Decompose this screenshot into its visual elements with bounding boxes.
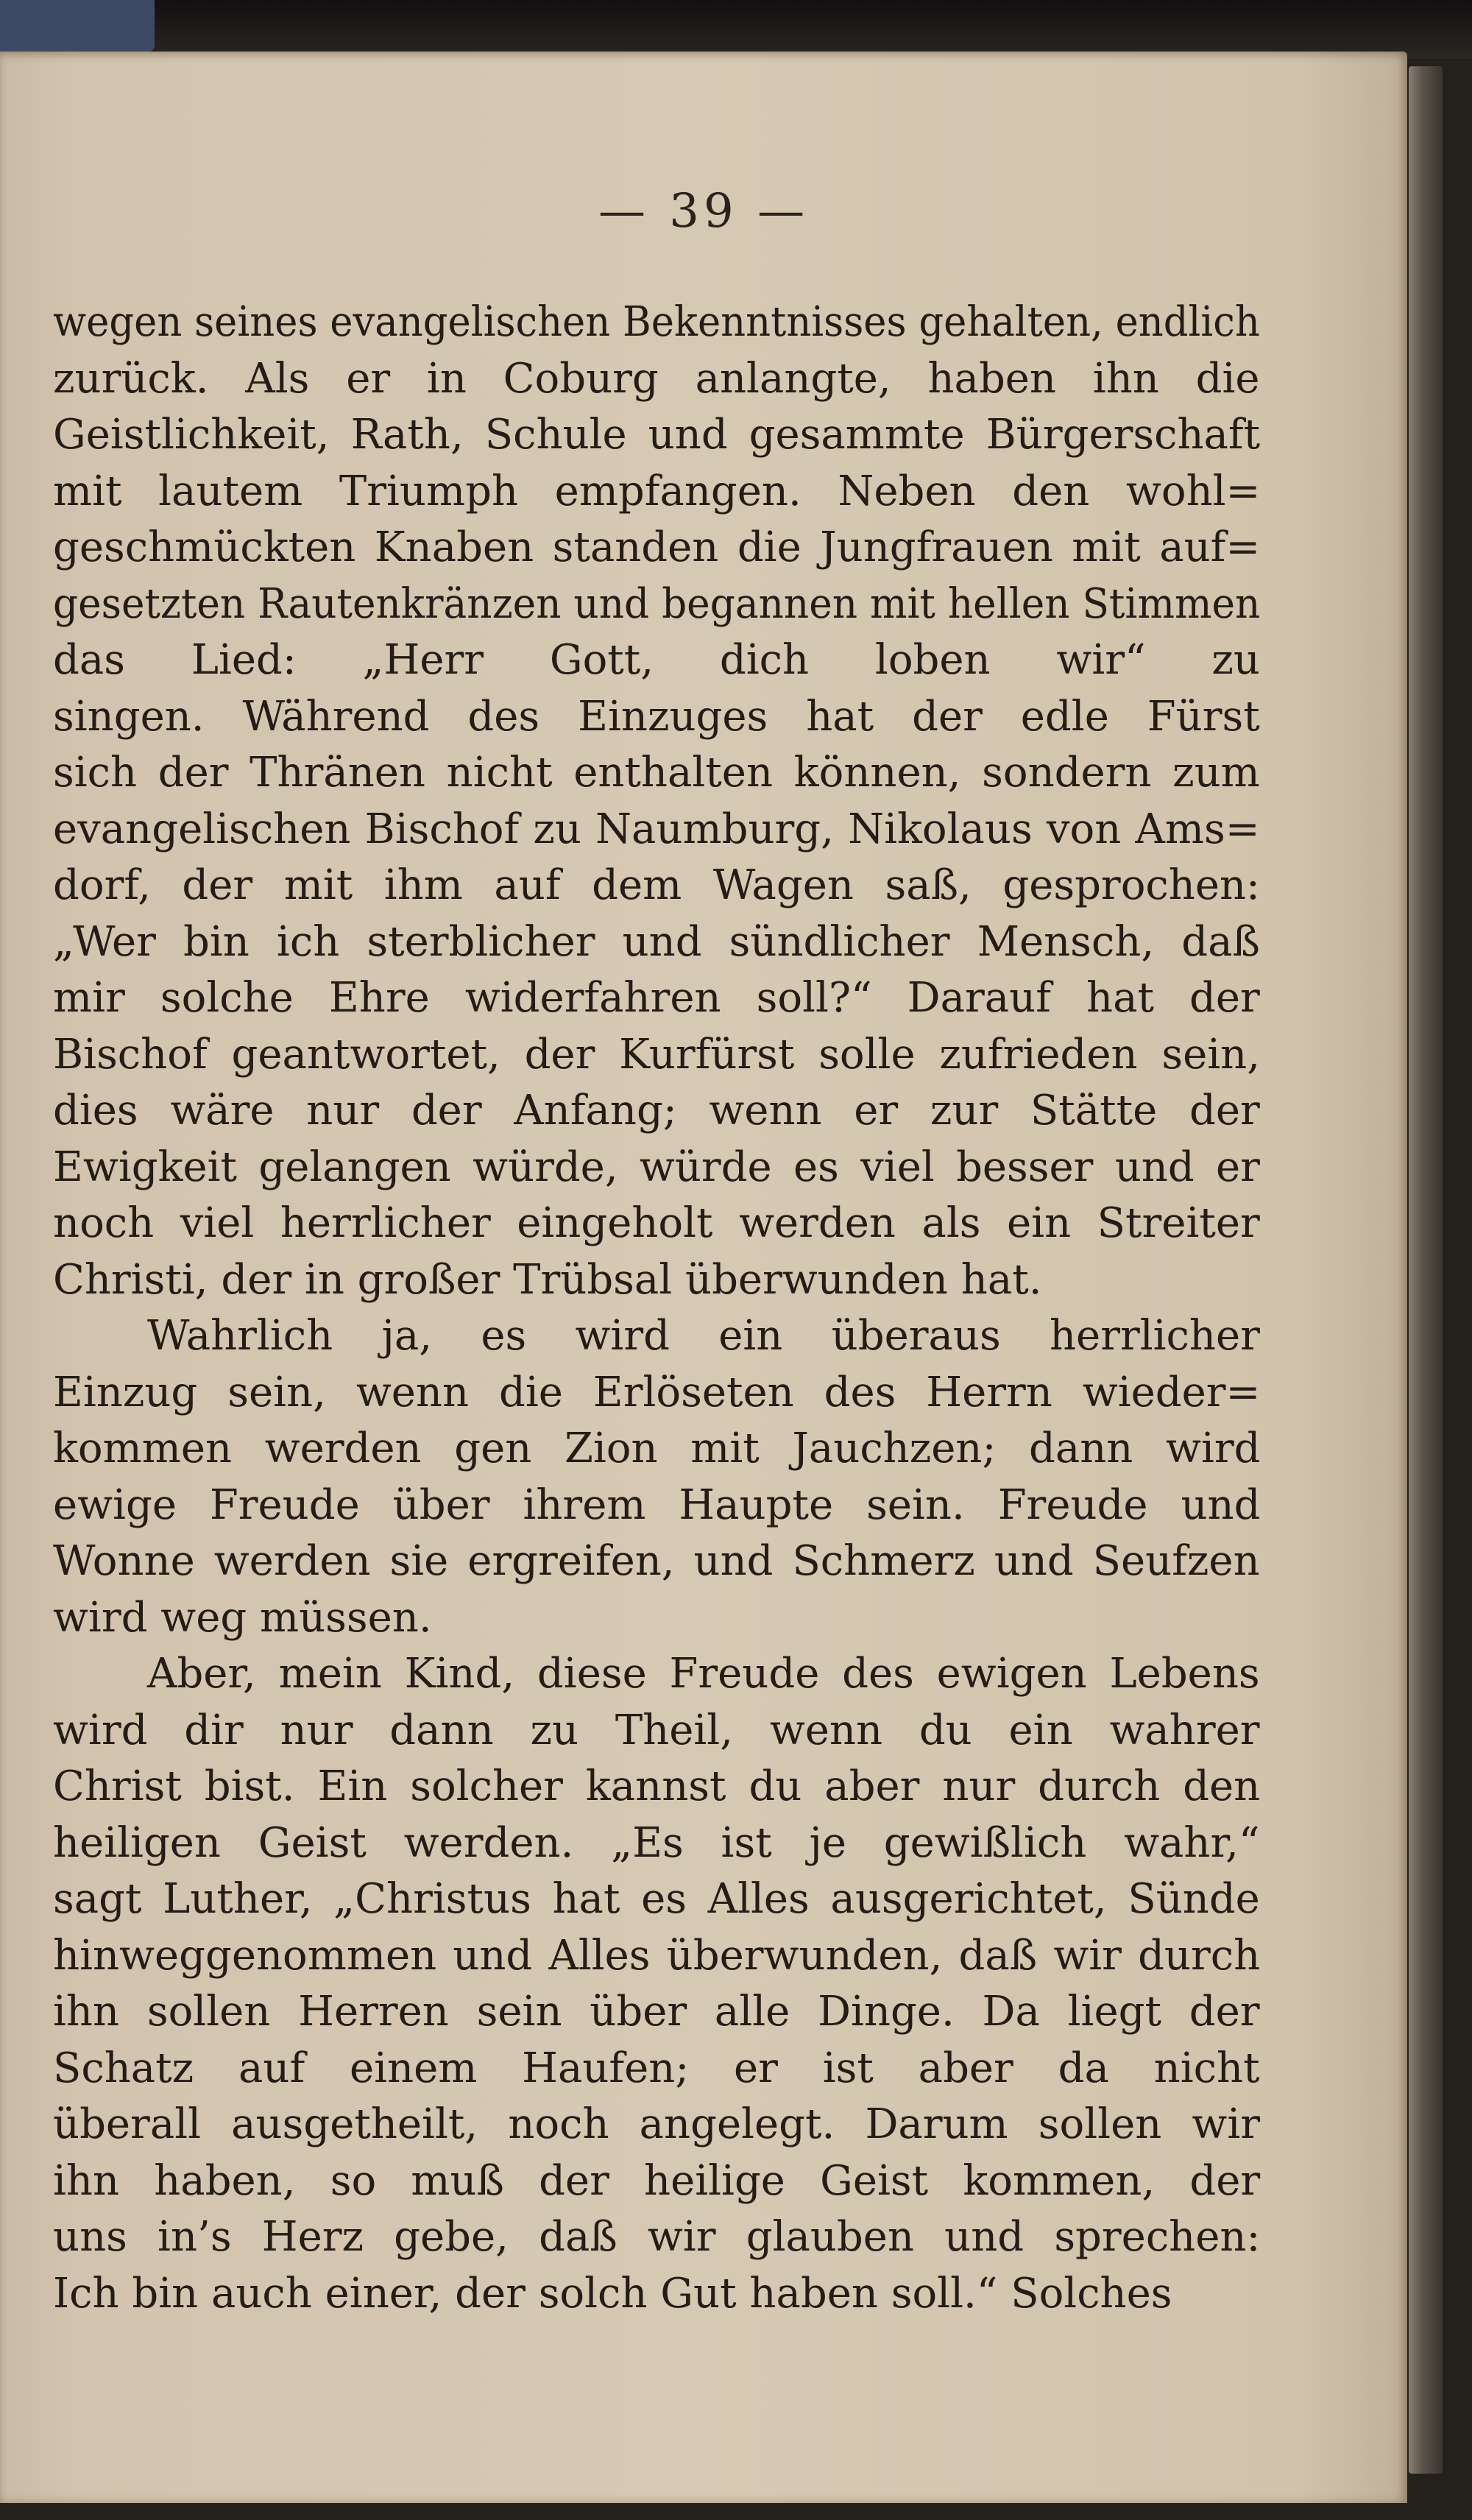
line-text: geschmückten Knaben standen die Jungfrauen mit auf= — [53, 523, 1261, 571]
top-shadow — [0, 0, 1472, 59]
text-line — [53, 1815, 1260, 1872]
text-line — [53, 1140, 1260, 1196]
text-line — [53, 745, 1260, 802]
line-text: Aber, mein Kind, diese Freude des ewigen Lebens — [147, 1650, 1260, 1698]
text-line — [53, 1365, 1260, 1422]
line-text: heiligen Geist werden. „Es ist je gewißlich wahr,“ — [53, 1818, 1260, 1867]
line-text: ihn sollen Herren sein über alle Dinge. Da liegt der — [53, 1988, 1260, 2036]
text-line — [53, 1196, 1260, 1252]
line-text: dies wäre nur der Anfang; wenn er zur Stätte der — [53, 1087, 1260, 1134]
line-text: hinweggenommen und Alles überwunden, daß wir durch — [53, 1931, 1261, 1980]
book-page — [0, 52, 1407, 2503]
text-line — [53, 1027, 1260, 1084]
text-line — [53, 970, 1260, 1027]
body-text — [53, 294, 1260, 2322]
text-line — [53, 1308, 1260, 1365]
line-text: dorf, der mit ihm auf dem Wagen saß, gesprochen: — [53, 861, 1260, 909]
line-text: sagt Luther, „Christus hat es Alles ausgerichtet, Sünde — [53, 1875, 1260, 1923]
line-text: Ich bin auch einer, der solch Gut haben soll.“ Solches — [53, 2269, 1172, 2318]
text-line — [53, 689, 1260, 746]
line-text: Wonne werden sie ergreifen, und Schmerz und Seufzen — [53, 1537, 1260, 1585]
line-text: ewige Freude über ihrem Haupte sein. Freude und — [53, 1480, 1261, 1529]
text-line — [53, 1421, 1260, 1478]
text-line — [53, 1928, 1260, 1985]
text-line — [53, 407, 1260, 464]
text-line — [53, 2153, 1260, 2210]
text-line — [53, 520, 1260, 576]
text-line — [53, 1759, 1260, 1815]
line-text: das Lied: „Herr Gott, dich loben wir“ zu — [53, 636, 1260, 684]
line-text: Bischof geantwortet, der Kurfürst solle zufrieden sein, — [53, 1030, 1261, 1079]
text-line — [53, 1533, 1260, 1590]
line-text: wird weg müssen. — [53, 1593, 432, 1642]
text-line — [53, 576, 1260, 633]
text-line — [53, 858, 1260, 914]
text-line — [53, 1646, 1260, 1703]
text-line — [53, 632, 1260, 689]
line-text: wegen seines evangelischen Bekenntnisses gehalten, endlich — [53, 298, 1260, 346]
line-text: Schatz auf einem Haufen; er ist aber da nicht — [53, 2044, 1260, 2092]
line-text: mir solche Ehre widerfahren soll?“ Darauf hat der — [53, 974, 1260, 1022]
text-line — [53, 464, 1260, 520]
book-page-edges — [1409, 66, 1443, 2474]
line-text: Christ bist. Ein solcher kannst du aber nur durch den — [53, 1762, 1261, 1810]
line-text: sich der Thränen nicht enthalten können, sondern zum — [53, 749, 1260, 797]
text-line — [53, 1703, 1260, 1760]
text-line — [53, 351, 1260, 408]
text-line — [53, 1252, 1260, 1309]
text-line — [53, 2041, 1260, 2097]
page-number: — 39 — — [598, 184, 810, 239]
line-text: Ewigkeit gelangen würde, würde es viel besser und er — [53, 1143, 1260, 1191]
line-text: Einzug sein, wenn die Erlöseten des Herrn wieder= — [53, 1368, 1261, 1416]
text-line — [53, 1984, 1260, 2041]
line-text: „Wer bin ich sterblicher und sündlicher Mensch, daß — [53, 917, 1260, 966]
line-text: Wahrlich ja, es wird ein überaus herrlicher — [147, 1312, 1260, 1360]
line-text: kommen werden gen Zion mit Jauchzen; dann wird — [53, 1425, 1261, 1472]
text-line — [53, 1478, 1260, 1534]
text-line — [53, 802, 1260, 858]
line-text: singen. Während des Einzuges hat der edle Fürst — [53, 692, 1260, 741]
line-text: Geistlichkeit, Rath, Schule und gesammte Bürgerschaft — [53, 411, 1261, 459]
text-line — [53, 294, 1260, 351]
text-line — [53, 914, 1260, 971]
line-text: ihn haben, so muß der heilige Geist kommen, der — [53, 2156, 1261, 2205]
line-text: Christi, der in großer Trübsal überwunden hat. — [53, 1255, 1042, 1304]
text-line — [53, 2266, 1260, 2323]
text-line — [53, 1871, 1260, 1928]
blue-cover-corner — [0, 0, 155, 52]
line-text: evangelischen Bischof zu Naumburg, Nikolaus von Ams= — [53, 805, 1260, 853]
text-line — [53, 2097, 1260, 2153]
text-line — [53, 2209, 1260, 2266]
text-line — [53, 1590, 1260, 1647]
line-text: wird dir nur dann zu Theil, wenn du ein wahrer — [53, 1706, 1260, 1754]
line-text: uns in’s Herz gebe, daß wir glauben und sprechen: — [53, 2213, 1261, 2261]
line-text: überall ausgetheilt, noch angelegt. Darum sollen wir — [53, 2100, 1261, 2148]
line-text: gesetzten Rautenkränzen und begannen mit hellen Stimmen — [53, 579, 1261, 628]
line-text: mit lautem Triumph empfangen. Neben den wohl= — [53, 467, 1261, 515]
line-text: zurück. Als er in Coburg anlangte, haben ihn die — [53, 354, 1260, 403]
text-line — [53, 1083, 1260, 1140]
line-text: noch viel herrlicher eingeholt werden als ein Streiter — [53, 1199, 1260, 1247]
